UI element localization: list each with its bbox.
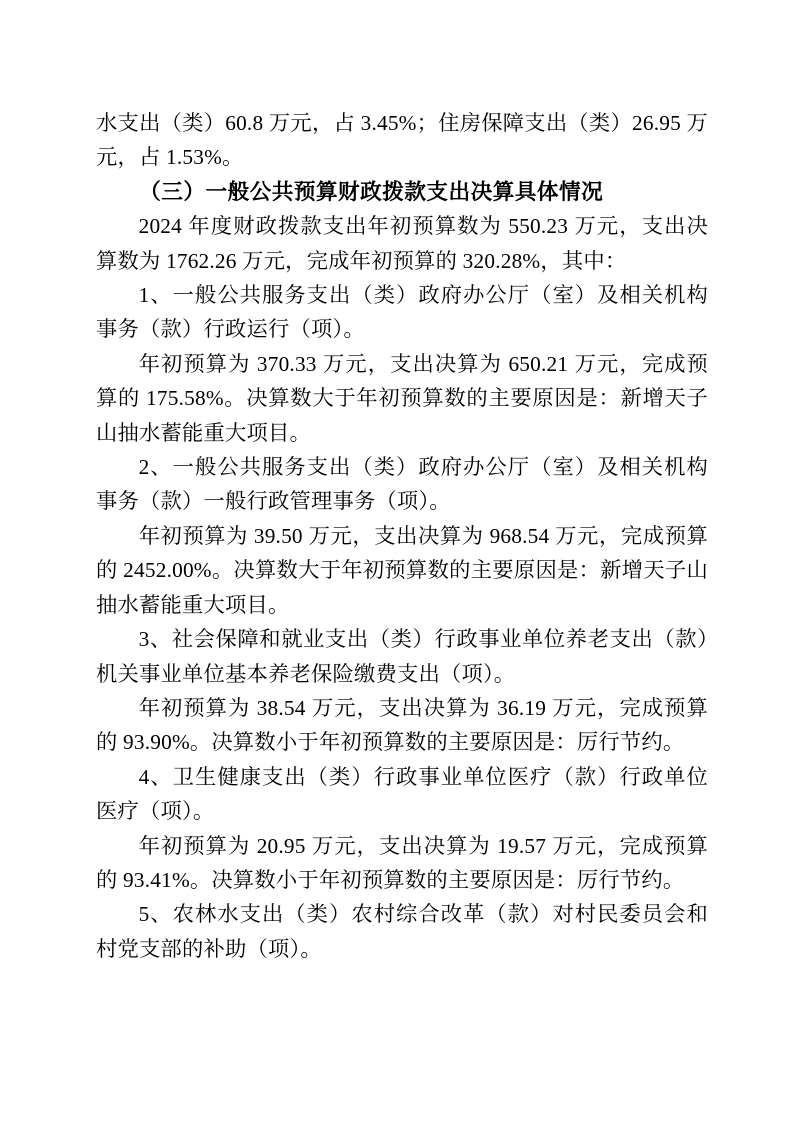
section-heading: （三）一般公共预算财政拨款支出决算具体情况: [139, 178, 604, 204]
paragraph-item-4-detail: 年初预算为 20.95 万元，支出决算为 19.57 万元，完成预算的 93.41%。决算数小于年初预算数的主要原因是：厉行节约。: [96, 833, 708, 892]
paragraph-item-3-detail: 年初预算为 38.54 万元，支出决算为 36.19 万元，完成预算的 93.90%。决算数小于年初预算数的主要原因是：厉行节约。: [96, 695, 708, 755]
document-text-block: [96, 106, 708, 966]
paragraph-item-2-detail: 年初预算为 39.50 万元，支出决算为 968.54 万元，完成预算的 2452.00%。决算数大于年初预算数的主要原因是：新增天子山抽水蓄能重大项目。: [96, 523, 708, 617]
paragraph-item-5-title: 5、农林水支出（类）农村综合改革（款）对村民委员会和村党支部的补助（项）。: [96, 902, 708, 961]
paragraph-item-1-detail: 年初预算为 370.33 万元，支出决算为 650.21 万元，完成预算的 175.58%。决算数大于年初预算数的主要原因是：新增天子山抽水蓄能重大项目。: [96, 351, 708, 445]
paragraph-item-2-title: 2、一般公共服务支出（类）政府办公厅（室）及相关机构事务（款）一般行政管理事务（项）。: [96, 455, 708, 514]
paragraph-continuation: 水支出（类）60.8 万元，占 3.45%；住房保障支出（类）26.95 万元，占 1.53%。: [96, 111, 708, 170]
paragraph-item-1-title: 1、一般公共服务支出（类）政府办公厅（室）及相关机构事务（款）行政运行（项）。: [96, 283, 708, 342]
paragraph-item-4-title: 4、卫生健康支出（类）行政事业单位医疗（款）行政单位医疗（项）。: [96, 764, 708, 824]
paragraph-budget-overview: 2024 年度财政拨款支出年初预算数为 550.23 万元，支出决算数为 1762.26 万元，完成年初预算的 320.28%，其中：: [96, 214, 708, 273]
paragraph-item-3-title: 3、社会保障和就业支出（类）行政事业单位养老支出（款）机关事业单位基本养老保险缴费支出（项）。: [96, 627, 708, 686]
